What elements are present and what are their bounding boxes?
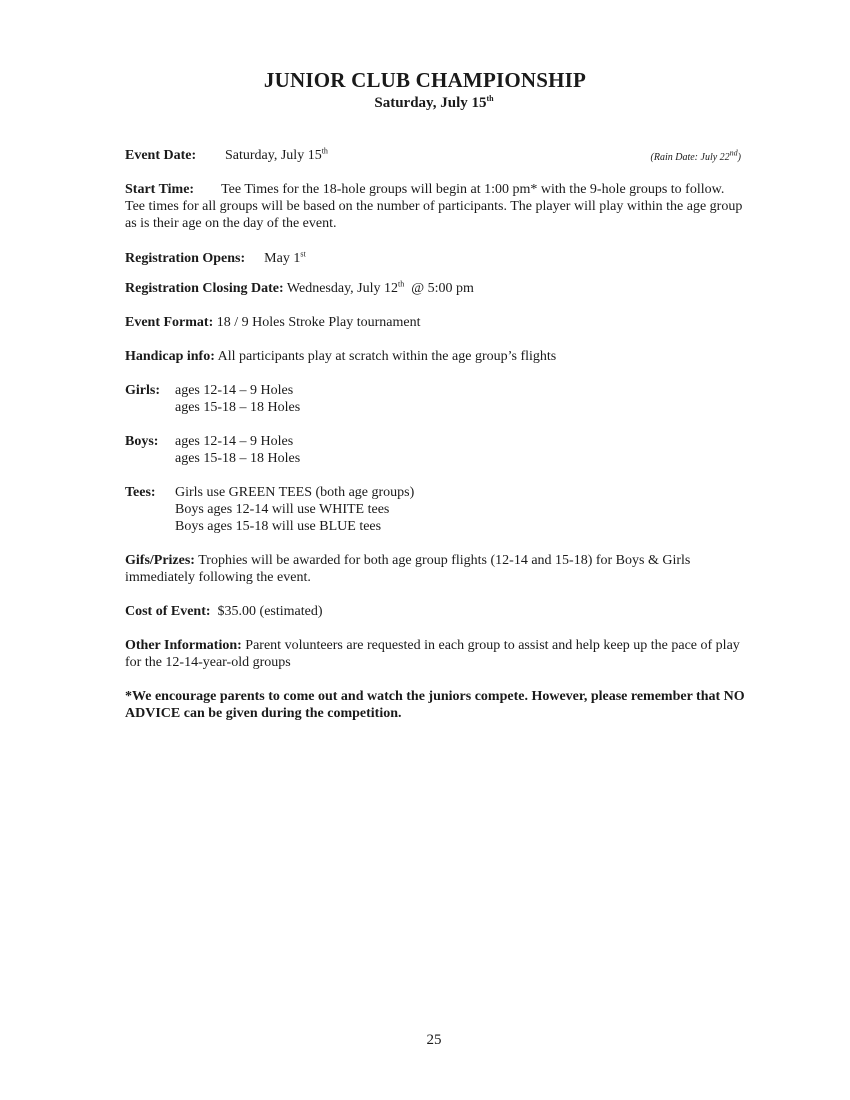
list-item: ages 12-14 – 9 Holes bbox=[175, 383, 294, 398]
rain-date-prefix: (Rain Date: July 22 bbox=[650, 152, 730, 163]
page-subtitle bbox=[0, 95, 850, 112]
handicap-value: All participants play at scratch within the age group’s flights bbox=[217, 349, 557, 364]
event-date-value-wrap bbox=[225, 147, 328, 164]
start-time-paragraph bbox=[125, 181, 747, 232]
other-info-value: Parent volunteers are requested in each group to assist and help keep up the pace of play for the 12-14-year-old groups bbox=[125, 638, 740, 670]
handicap-row bbox=[125, 348, 747, 365]
start-time-text: Tee Times for the 18-hole groups will begin at 1:00 pm* with the 9-hole groups to follow. Tee times for all groups will be based on the number of participants. The player will play within the age group as is their age on the day of the event. bbox=[125, 182, 743, 231]
cost-value: $35.00 (estimated) bbox=[217, 604, 323, 619]
list-item: ages 15-18 – 18 Holes bbox=[175, 451, 301, 466]
list-item: ages 12-14 – 9 Holes bbox=[175, 434, 294, 449]
rain-date-close: ) bbox=[737, 152, 741, 163]
registration-opens-row bbox=[125, 250, 747, 267]
cost-row bbox=[125, 603, 747, 620]
tees-list bbox=[175, 484, 747, 535]
subtitle-date: Saturday, July 15 bbox=[374, 95, 487, 111]
advice-note: *We encourage parents to come out and watch the juniors compete. However, please remember that NO ADVICE can be given during the competition. bbox=[125, 689, 745, 721]
boys-list bbox=[175, 433, 747, 467]
other-info-label: Other Information: bbox=[125, 638, 242, 653]
girls-label: Girls: bbox=[125, 383, 160, 398]
handicap-label: Handicap info: bbox=[125, 349, 215, 364]
registration-opens-label: Registration Opens: bbox=[125, 251, 246, 266]
girls-list bbox=[175, 382, 747, 416]
registration-closing-value: Wednesday, July 12 bbox=[286, 281, 399, 296]
list-item: ages 15-18 – 18 Holes bbox=[175, 400, 301, 415]
boys-block bbox=[125, 433, 747, 467]
subtitle-date-suffix: th bbox=[486, 94, 494, 103]
page-number: 25 bbox=[426, 1032, 442, 1048]
list-item: Boys ages 12-14 will use WHITE tees bbox=[175, 502, 390, 517]
event-format-row bbox=[125, 314, 747, 331]
event-date-suffix: th bbox=[321, 146, 328, 156]
list-item: Boys ages 15-18 will use BLUE tees bbox=[175, 519, 382, 534]
event-format-value: 18 / 9 Holes Stroke Play tournament bbox=[216, 315, 421, 330]
boys-label: Boys: bbox=[125, 434, 159, 449]
start-time-label: Start Time: bbox=[125, 182, 195, 197]
event-date-value: Saturday, July 15 bbox=[225, 148, 322, 163]
cost-label: Cost of Event: bbox=[125, 604, 211, 619]
registration-closing-label: Registration Closing Date: bbox=[125, 281, 284, 296]
registration-closing-time: @ 5:00 pm bbox=[411, 281, 474, 296]
event-format-label: Event Format: bbox=[125, 315, 214, 330]
rain-date-suffix-sup: nd bbox=[729, 148, 738, 158]
rain-date bbox=[651, 149, 741, 166]
page-title: JUNIOR CLUB CHAMPIONSHIP bbox=[263, 68, 587, 92]
tees-block bbox=[125, 484, 747, 535]
registration-closing-suffix: th bbox=[398, 279, 405, 289]
event-date-row bbox=[125, 147, 747, 164]
registration-opens-suffix: st bbox=[300, 249, 306, 259]
event-date-label: Event Date: bbox=[125, 148, 197, 163]
prizes-label: Gifs/Prizes: bbox=[125, 553, 195, 568]
list-item: Girls use GREEN TEES (both age groups) bbox=[175, 485, 415, 500]
document-body bbox=[125, 147, 747, 722]
prizes-paragraph bbox=[125, 552, 747, 586]
registration-opens-value: May 1 bbox=[264, 251, 301, 266]
girls-block bbox=[125, 382, 747, 416]
other-info-paragraph bbox=[125, 637, 747, 671]
tees-label: Tees: bbox=[125, 485, 156, 500]
registration-closing-row bbox=[125, 280, 747, 297]
prizes-value: Trophies will be awarded for both age group flights (12-14 and 15-18) for Boys & Girls immediately following the event. bbox=[125, 553, 691, 585]
